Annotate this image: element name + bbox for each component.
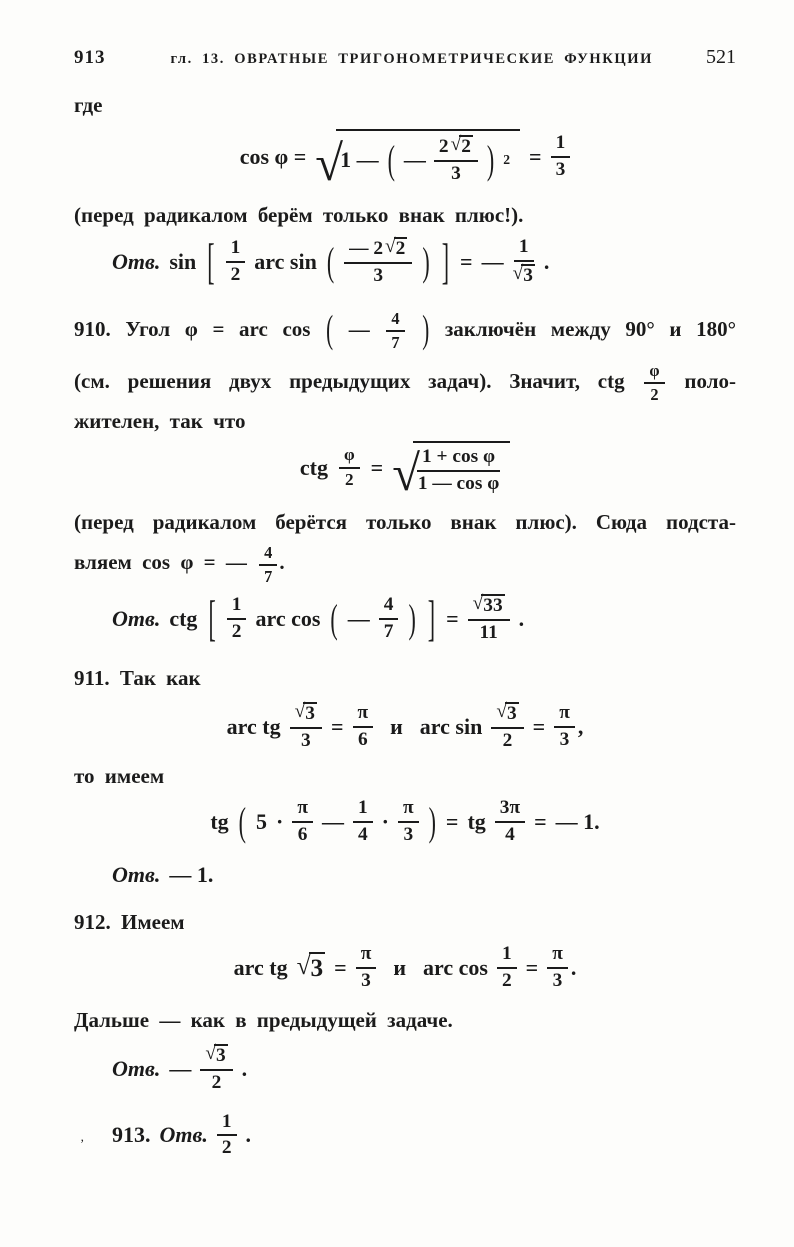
fraction-1-2: $\frac{1}{2}$ <box>226 238 246 286</box>
answer-909 <box>112 232 736 289</box>
text: заключён между 90° и 180° <box>444 316 737 341</box>
formula-ctg-half <box>74 441 736 501</box>
problem-number: 910. <box>74 316 111 341</box>
minus-sign: — <box>347 606 370 632</box>
fraction-1-2: $\frac{1}{2}$ <box>227 595 247 643</box>
radical-sign-icon: √ <box>392 444 420 501</box>
text-hyphenated: поло- <box>684 368 736 393</box>
function-arccos: arc cos <box>423 954 488 980</box>
formula-cos-phi <box>74 129 736 192</box>
equals-sign: = <box>525 954 539 980</box>
running-problem-number: 913 <box>74 47 106 68</box>
open-paren: ( <box>326 306 334 351</box>
function-sin: sin <box>169 248 197 274</box>
fraction-1-2: $\frac{1}{2}$ <box>497 944 517 992</box>
text: (см. решения двух предыдущих задач). Значит, ctg <box>74 368 625 393</box>
function-arctg: arc tg <box>226 714 281 740</box>
fraction-1-2: $\frac{1}{2}$ <box>217 1112 237 1160</box>
text: Имеем <box>121 909 185 934</box>
equals-sign: = <box>460 248 473 274</box>
problem-910-line3: жителен, так что <box>74 408 246 433</box>
fraction-pi-3: $\frac{\pi}{3}$ <box>398 798 419 846</box>
exponent-2: 2 <box>503 151 511 167</box>
equals-sign: = <box>529 143 542 169</box>
formula-912-known <box>74 944 736 992</box>
sqrt-3: √ 3 <box>512 262 533 286</box>
problem-number: 911. <box>74 666 110 691</box>
close-paren: ) <box>422 237 430 284</box>
sqrt-3: √ 3 <box>496 701 517 725</box>
sqrt-3: √ 3 <box>296 952 324 983</box>
close-paren: ) <box>422 306 430 351</box>
problem-910-line2 <box>74 355 736 407</box>
close-paren: ) <box>486 135 495 183</box>
number-5: 5 <box>256 808 267 834</box>
answer-label: Отв. <box>112 1055 161 1081</box>
period: . <box>245 1122 252 1148</box>
problem-911-intro <box>74 664 736 692</box>
function-tg: tg <box>210 808 229 834</box>
minus-sign: — <box>348 316 370 341</box>
fraction-pi-3: $\frac{\pi}{3}$ <box>554 703 575 751</box>
cdot: · <box>381 808 389 834</box>
substitution-line <box>74 536 736 588</box>
function-ctg: ctg <box>299 454 328 480</box>
cdot: · <box>276 808 284 834</box>
fraction-3pi-4: $\frac{3\pi}{4}$ <box>495 798 525 846</box>
problem-912-intro <box>74 908 736 936</box>
sqrt-2: √ 2 <box>450 134 471 157</box>
equals-sign: = <box>370 454 384 480</box>
result-value: — 1. <box>555 808 600 834</box>
sqrt-3: √ 3 <box>205 1042 226 1066</box>
function-tg: tg <box>467 808 486 834</box>
equals-sign: = <box>532 714 546 740</box>
open-paren: ( <box>238 797 246 845</box>
problem-number: 913. <box>112 1122 151 1148</box>
text-further-as-previous: Дальше — как в предыдущей задаче. <box>74 1007 453 1032</box>
text: Так как <box>119 666 201 691</box>
text: Угол φ = arc cos <box>125 316 311 341</box>
radicand-pre: 1 — <box>340 146 379 172</box>
function-arcsin: arc sin <box>254 248 317 274</box>
fraction-phi-2: $\frac{\varphi}{2}$ <box>339 446 360 489</box>
minus-sign: — <box>481 248 504 274</box>
answer-912 <box>112 1044 736 1094</box>
function-arctg: arc tg <box>233 954 288 980</box>
formula-911-result <box>74 798 736 846</box>
remark-plus-sign: (перед радикалом берём только внак плюс!). <box>74 202 524 227</box>
answer-label: Отв. <box>112 606 161 632</box>
fraction-pi-6: $\frac{\pi}{6}$ <box>292 798 313 846</box>
answer-911 <box>112 862 736 888</box>
formula-lhs: cos φ = <box>239 143 307 169</box>
function-arcsin: arc sin <box>419 714 483 740</box>
fraction-1-4: $\frac{1}{4}$ <box>353 798 373 846</box>
fraction-root3-2: √ 3 2 <box>200 1044 232 1094</box>
fraction-phi-2: $\frac{\varphi}{2}$ <box>644 362 664 403</box>
close-bracket: ] <box>427 590 436 647</box>
fraction-root3-2: √ 3 2 <box>491 702 523 752</box>
period: . <box>570 954 577 980</box>
close-paren: ) <box>428 797 436 845</box>
fraction-2root2-over-3: 2 √ 2 3 <box>434 135 478 185</box>
answer-label: Отв. <box>112 861 161 887</box>
fraction-pi-3: $\frac{\pi}{3}$ <box>547 944 568 992</box>
close-bracket: ] <box>441 232 450 289</box>
fraction-1-3: $\frac{1}{3}$ <box>551 133 571 181</box>
fraction-cos-ratio: $\frac{\text{1 + cos φ}}{\text{1 — cos φ}}$ <box>417 445 500 494</box>
open-paren: ( <box>387 135 395 183</box>
minus-sign: — <box>321 808 344 834</box>
fraction-pi-6: $\frac{\pi}{6}$ <box>353 703 374 751</box>
function-arccos: arc cos <box>255 606 321 632</box>
answer-label: Отв. <box>159 1122 208 1148</box>
sqrt-2: √ 2 <box>385 235 406 259</box>
fraction-4-7: $\frac{4}{7}$ <box>386 310 404 351</box>
fraction-4-7: $\frac{4}{7}$ <box>379 595 399 643</box>
sqrt-3: √ 3 <box>294 701 315 725</box>
equals-sign: = <box>330 714 344 740</box>
radical-expression <box>392 441 510 501</box>
minus-sign: — <box>403 146 426 172</box>
open-bracket: [ <box>208 590 216 647</box>
function-ctg: ctg <box>169 606 198 632</box>
period: . <box>543 248 550 274</box>
fraction-neg2root2-over-3: — 2 √ 2 3 <box>344 237 412 287</box>
period: . <box>241 1055 248 1081</box>
fraction-1-over-root3: 1 √ 3 <box>512 235 533 286</box>
page-number: 521 <box>706 46 736 68</box>
fraction-root33-11: √ 33 11 <box>468 594 510 644</box>
equals-sign: = <box>534 808 547 834</box>
equals-sign: = <box>334 954 347 980</box>
open-bracket: [ <box>207 232 215 289</box>
scan-artifact-mark: ’ <box>80 1136 85 1151</box>
answer-913 <box>112 1112 736 1160</box>
text: вляем cos φ = — <box>74 550 247 575</box>
text-where: где <box>74 93 103 117</box>
text-then-we-have: то имеем <box>74 764 165 789</box>
running-header <box>74 46 736 69</box>
radical-expression <box>315 129 520 192</box>
formula-911-known <box>74 702 736 752</box>
fraction-4-7: $\frac{4}{7}$ <box>259 544 277 585</box>
answer-value: — 1. <box>169 861 214 887</box>
problem-number: 912. <box>74 909 111 934</box>
open-paren: ( <box>326 237 335 284</box>
radical-sign-icon: √ <box>315 135 344 192</box>
remark-radical-line: (перед радикалом берётся только внак плюс). Сюда подста- <box>74 510 736 535</box>
chapter-title: гл. 13. ОВРАТНЫЕ ТРИГОНОМЕТРИЧЕСКИЕ ФУНКЦИИ <box>170 51 654 67</box>
equals-sign: = <box>446 606 459 632</box>
comma: , <box>577 714 584 740</box>
close-paren: ) <box>408 595 416 642</box>
period: . <box>279 550 285 575</box>
period: . <box>518 606 525 632</box>
equals-sign: = <box>445 808 459 834</box>
open-paren: ( <box>330 595 338 642</box>
answer-910 <box>112 590 736 647</box>
conjunction-and: и <box>390 714 403 740</box>
fraction-root3-3: √ 3 3 <box>290 702 322 752</box>
minus-sign: — <box>169 1055 192 1081</box>
fraction-pi-3: $\frac{\pi}{3}$ <box>356 944 377 992</box>
sqrt-33: √ 33 <box>472 593 503 617</box>
conjunction-and: и <box>393 954 407 980</box>
answer-label: Отв. <box>112 248 161 274</box>
problem-910-line1 <box>74 303 736 355</box>
